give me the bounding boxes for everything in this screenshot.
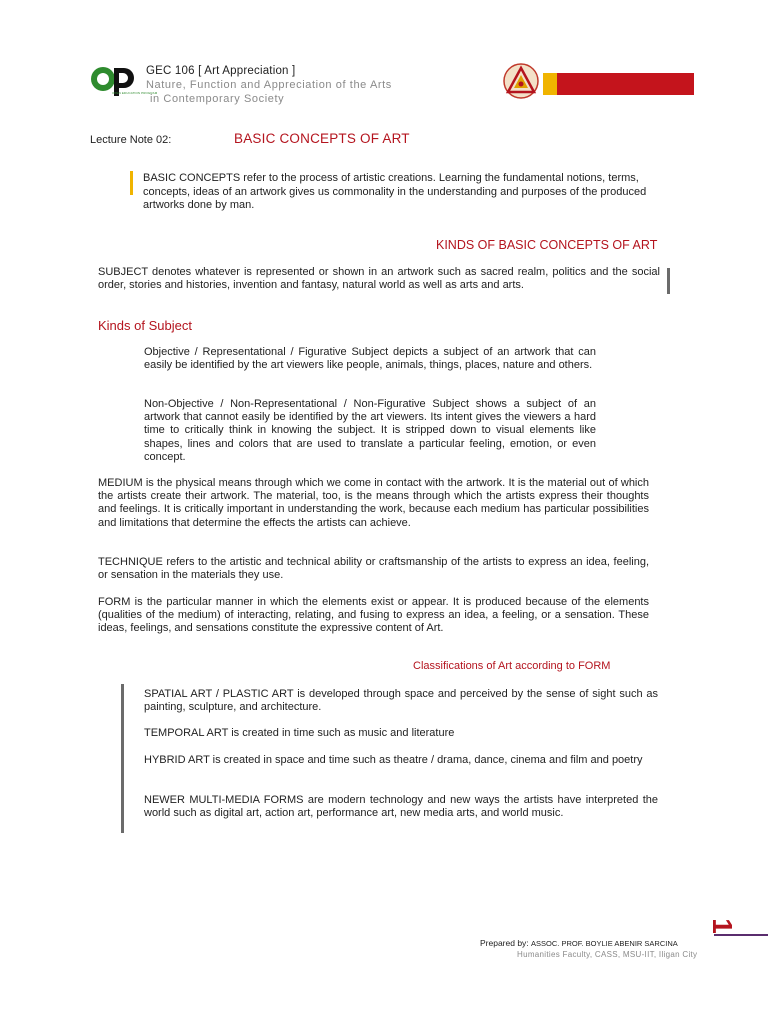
kinds-heading: KINDS OF BASIC CONCEPTS OF ART: [436, 238, 658, 252]
header-bar-orange: [543, 73, 557, 95]
spatial-art-paragraph: SPATIAL ART / PLASTIC ART is developed through space and perceived by the sense of sight such as painting, sculpture, and architecture.: [144, 688, 658, 714]
page-number: 1: [706, 918, 738, 934]
hybrid-art-paragraph: HYBRID ART is created in space and time such as theatre / drama, dance, cinema and film and poetry: [144, 754, 643, 766]
footer-faculty: Humanities Faculty, CASS, MSU-IIT, Iligan City: [517, 950, 698, 959]
temporal-art-paragraph: TEMPORAL ART is created in time such as music and literature: [144, 727, 455, 739]
lecture-note-label: Lecture Note 02:: [90, 134, 172, 146]
medium-paragraph: MEDIUM is the physical means through which we come in contact with the artwork. It is the material out of which the artists create their artwork. The material, too, is the means through which the artists express their thoughts and feelings. It is critically important in understanding the work, because each medium has particular possibilities and limitations that determine the effects the artists can achieve.: [98, 477, 649, 529]
course-subtitle-line2: in Contemporary Society: [150, 93, 285, 105]
footer-rule: [714, 934, 768, 936]
prepared-name: ASSOC. PROF. BOYLIE ABENIR SARCINA: [531, 939, 678, 948]
technique-paragraph: TECHNIQUE refers to the artistic and technical ability or craftsmanship of the artists to express an idea, feeling, or sensation in the materials they use.: [98, 556, 649, 582]
nonobjective-subject-paragraph: Non-Objective / Non-Representational / Non-Figurative Subject shows a subject of an artwork that cannot easily be identified by the art viewers. Its intent gives the viewers a hard time to critically think in knowing the subject. It is stripped down to visual elements like shapes, lines and colors that are used to translate a particular feeling, emotion, or even concept.: [144, 398, 596, 463]
form-paragraph: FORM is the particular manner in which the elements exist or appear. It is produced because of the elements (qualities of the medium) of interacting, relating, and fusing to express an idea, a feeling, or a sensation. These ideas, feelings, and sensations constitute the expressive content of Art.: [98, 596, 649, 635]
course-code: GEC 106 [ Art Appreciation ]: [146, 65, 296, 77]
left-logo-text: OPEN EDUCATION PROGRAM: [112, 91, 158, 95]
lecture-title: BASIC CONCEPTS OF ART: [234, 131, 410, 146]
footer-prepared-by: [480, 938, 678, 948]
subject-paragraph: SUBJECT denotes whatever is represented or shown in an artwork such as sacred realm, politics and the social order, stories and histories, invention and fantasy, natural world as well as arts and arts.: [98, 266, 660, 292]
header-bar-red: [557, 73, 694, 95]
classifications-heading: Classifications of Art according to FORM: [413, 660, 611, 672]
classifications-accent-bar: [121, 684, 124, 833]
kinds-of-subject-heading: Kinds of Subject: [98, 318, 192, 333]
intro-accent-bar: [130, 171, 133, 195]
university-seal-icon: [502, 62, 540, 100]
intro-paragraph: BASIC CONCEPTS refer to the process of artistic creations. Learning the fundamental notions, terms, concepts, ideas of an artwork gives us commonality in the understanding and purposes of the produced artworks done by man.: [143, 172, 647, 211]
course-subtitle-line1: Nature, Function and Appreciation of the Arts: [146, 79, 392, 91]
prepared-label: Prepared by:: [480, 938, 529, 948]
subject-accent-bar: [667, 268, 670, 294]
newer-multimedia-paragraph: NEWER MULTI-MEDIA FORMS are modern technology and new ways the artists have interpreted the world such as digital art, action art, performance art, new media arts, and world music.: [144, 794, 658, 820]
objective-subject-paragraph: Objective / Representational / Figurative Subject depicts a subject of an artwork that can easily be identified by the art viewers like people, animals, things, places, nature and others.: [144, 346, 596, 372]
